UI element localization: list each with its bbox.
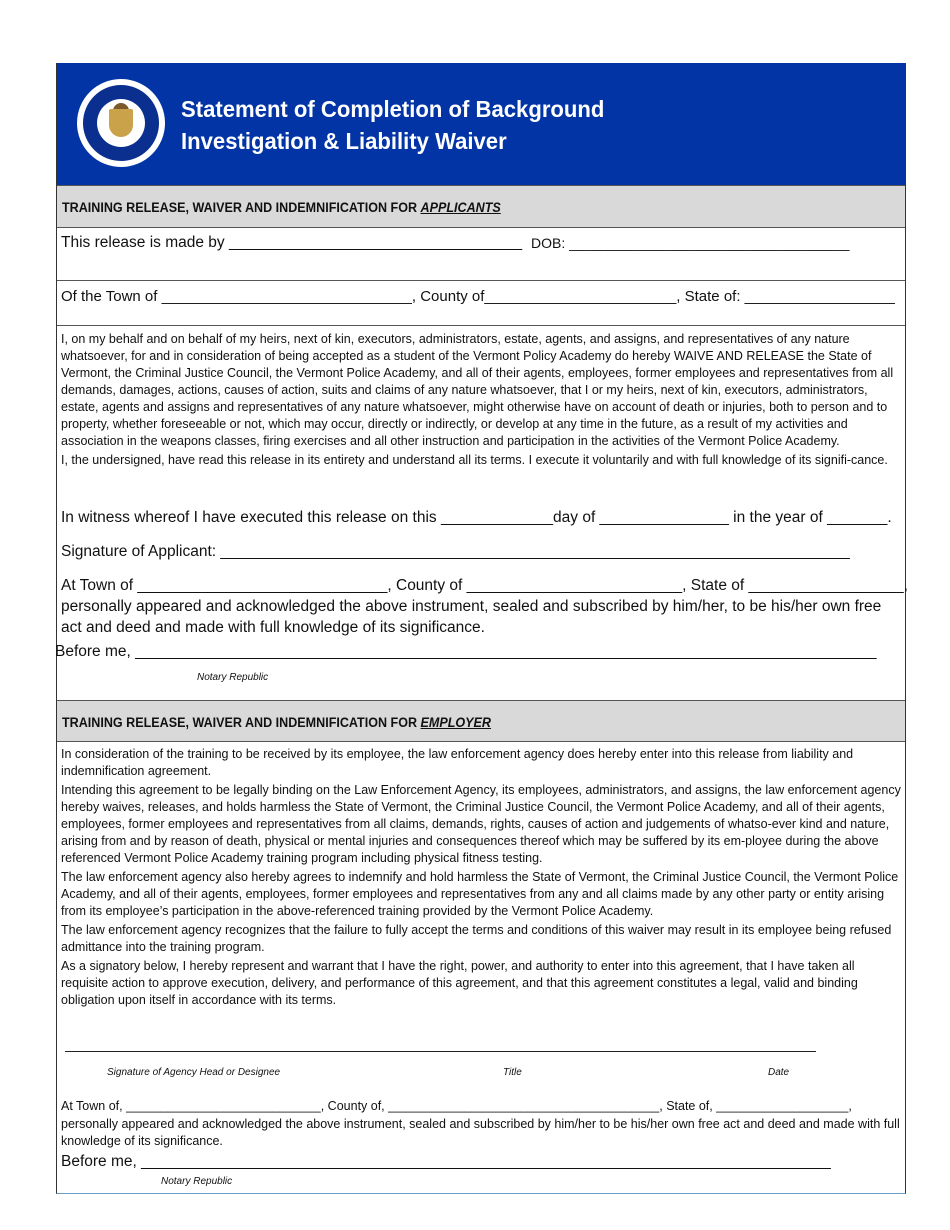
applicant-release-paragraph: I, on my behalf and on behalf of my heirs, next of kin, executors, administrators, estate, agents, and assigns, and representatives of any nature whatsoever, for and in consideration of being accepted as a student of the Vermont Policy Academy do hereby WAIVE AND RELEASE the State of Vermont, the Criminal Justice Council, the Vermont Police Academy, and all of their agents, employees, former employees and representatives from all demands, damages, actions, causes of action, suits and claims of any nature whatsoever, that I or my heirs, next of kin, executors, administrators, estate, agents and assigns and representatives of any nature whatsoever, might otherwise have on account of death or injuries, both to person and to property, whether foreseeable or not, which may occur, directly or indirectly, or develop at any time in the future, as a result of my activities and association in the weapons classes, firing exercises and all other instruction and participation in the activities of the Vermont Police Academy.: [61, 332, 894, 448]
page-title-line1: Statement of Completion of Background: [181, 96, 605, 122]
release-made-by-field[interactable]: This release is made by __________________________________: [61, 234, 523, 251]
academy-seal: [77, 79, 165, 167]
employer-notary-location-field[interactable]: At Town of, ____________________________, County of, _______________________________________, State of, ___________________,: [61, 1099, 852, 1113]
applicant-heading-prefix: TRAINING RELEASE, WAIVER AND INDEMNIFICATION FOR: [62, 200, 421, 215]
employer-section-heading: [57, 700, 905, 742]
applicant-section-heading: [57, 185, 905, 228]
notary-before-me-field[interactable]: Before me, ______________________________________________________________________________________: [55, 643, 877, 660]
witness-date-field[interactable]: In witness whereof I have executed this release on this _____________day of _______________ in the year of _______.: [61, 509, 892, 526]
agency-signature-caption: Signature of Agency Head or Designee: [107, 1067, 281, 1078]
appeared-text-line2: act and deed and made with full knowledge of its significance.: [61, 619, 485, 636]
notary-caption: Notary Republic: [197, 672, 269, 683]
form-frame: [56, 63, 906, 1194]
row-divider: [57, 280, 905, 281]
employer-appeared-paragraph: personally appeared and acknowledged the above instrument, sealed and subscribed by him/her to be his/her own free act and deed and made with full knowledge of its significance.: [61, 1117, 900, 1148]
employer-heading-prefix: TRAINING RELEASE, WAIVER AND INDEMNIFICATION FOR: [62, 715, 421, 730]
employer-appeared-text: [61, 1116, 903, 1152]
page-title-line2: Investigation & Liability Waiver: [181, 128, 507, 154]
agency-signature-line[interactable]: [65, 1051, 816, 1052]
employer-notary-caption: Notary Republic: [161, 1176, 233, 1187]
applicant-release-text: [61, 331, 903, 471]
employer-heading-emph: EMPLOYER: [420, 715, 491, 730]
row-divider: [57, 325, 905, 326]
employer-release-text: [61, 746, 903, 1011]
page-title: [181, 93, 604, 157]
appeared-text-line1: personally appeared and acknowledged the above instrument, sealed and subscribed by him/her, to be his/her own free: [61, 598, 882, 615]
employer-paragraph: Intending this agreement to be legally binding on the Law Enforcement Agency, its employees, administrators, and assigns, the law enforcement agency hereby waives, releases, and holds harmless the State of Vermont, the Criminal Justice Council, the Vermont Police Academy, and all of their agents, employees, former employees and representatives from all claims, demands, rights, causes of action and judgements of whatso-ever kind and nature, arising from and by reason of death, physical or mental injuries and consequences thereof which may be suffered by its em-ployee during the above referenced Vermont Police Academy training program including physical fitness testing.: [61, 783, 901, 865]
applicant-heading-emph: APPLICANTS: [420, 200, 501, 215]
town-county-state-field[interactable]: Of the Town of ______________________________, County of_______________________, State of: __________________: [61, 288, 895, 305]
header-banner: [57, 63, 905, 185]
employer-paragraph: As a signatory below, I hereby represent and warrant that I have the right, power, and authority to enter into this agreement, that I have taken all requisite action to approve execution, delivery, and performance of this agreement, and that this agreement constitutes a legal, valid and binding obligation upon itself in accordance with its terms.: [61, 959, 858, 1007]
employer-notary-before-me-field[interactable]: Before me, ________________________________________________________________________________: [61, 1153, 831, 1170]
employer-paragraph: The law enforcement agency also hereby agrees to indemnify and hold harmless the State of Vermont, the Criminal Justice Council, the Vermont Police Academy, and all of their agents, employees, former employees and representatives from any and all claims made by any other party or entity arising from its employee’s participation in the above-referenced training provided by the Vermont Police Academy.: [61, 870, 899, 918]
title-caption: Title: [503, 1067, 522, 1078]
notary-location-field[interactable]: At Town of _____________________________, County of _________________________, State of __________________,: [61, 577, 908, 594]
applicant-signature-field[interactable]: Signature of Applicant: _________________________________________________________________________: [61, 543, 850, 560]
date-caption: Date: [768, 1067, 790, 1078]
dob-field[interactable]: DOB: ____________________________________: [531, 235, 850, 251]
shield-icon: [109, 109, 133, 137]
employer-paragraph: The law enforcement agency recognizes that the failure to fully accept the terms and conditions of this waiver may result in its employee being refused admittance into the training program.: [61, 923, 892, 954]
employer-paragraph: In consideration of the training to be received by its employee, the law enforcement agency does hereby enter into this release from liability and indemnification agreement.: [61, 747, 854, 778]
applicant-acknowledgement-paragraph: I, the undersigned, have read this release in its entirety and understand all its terms. I execute it voluntarily and with full knowledge of its signifi-cance.: [61, 453, 888, 467]
